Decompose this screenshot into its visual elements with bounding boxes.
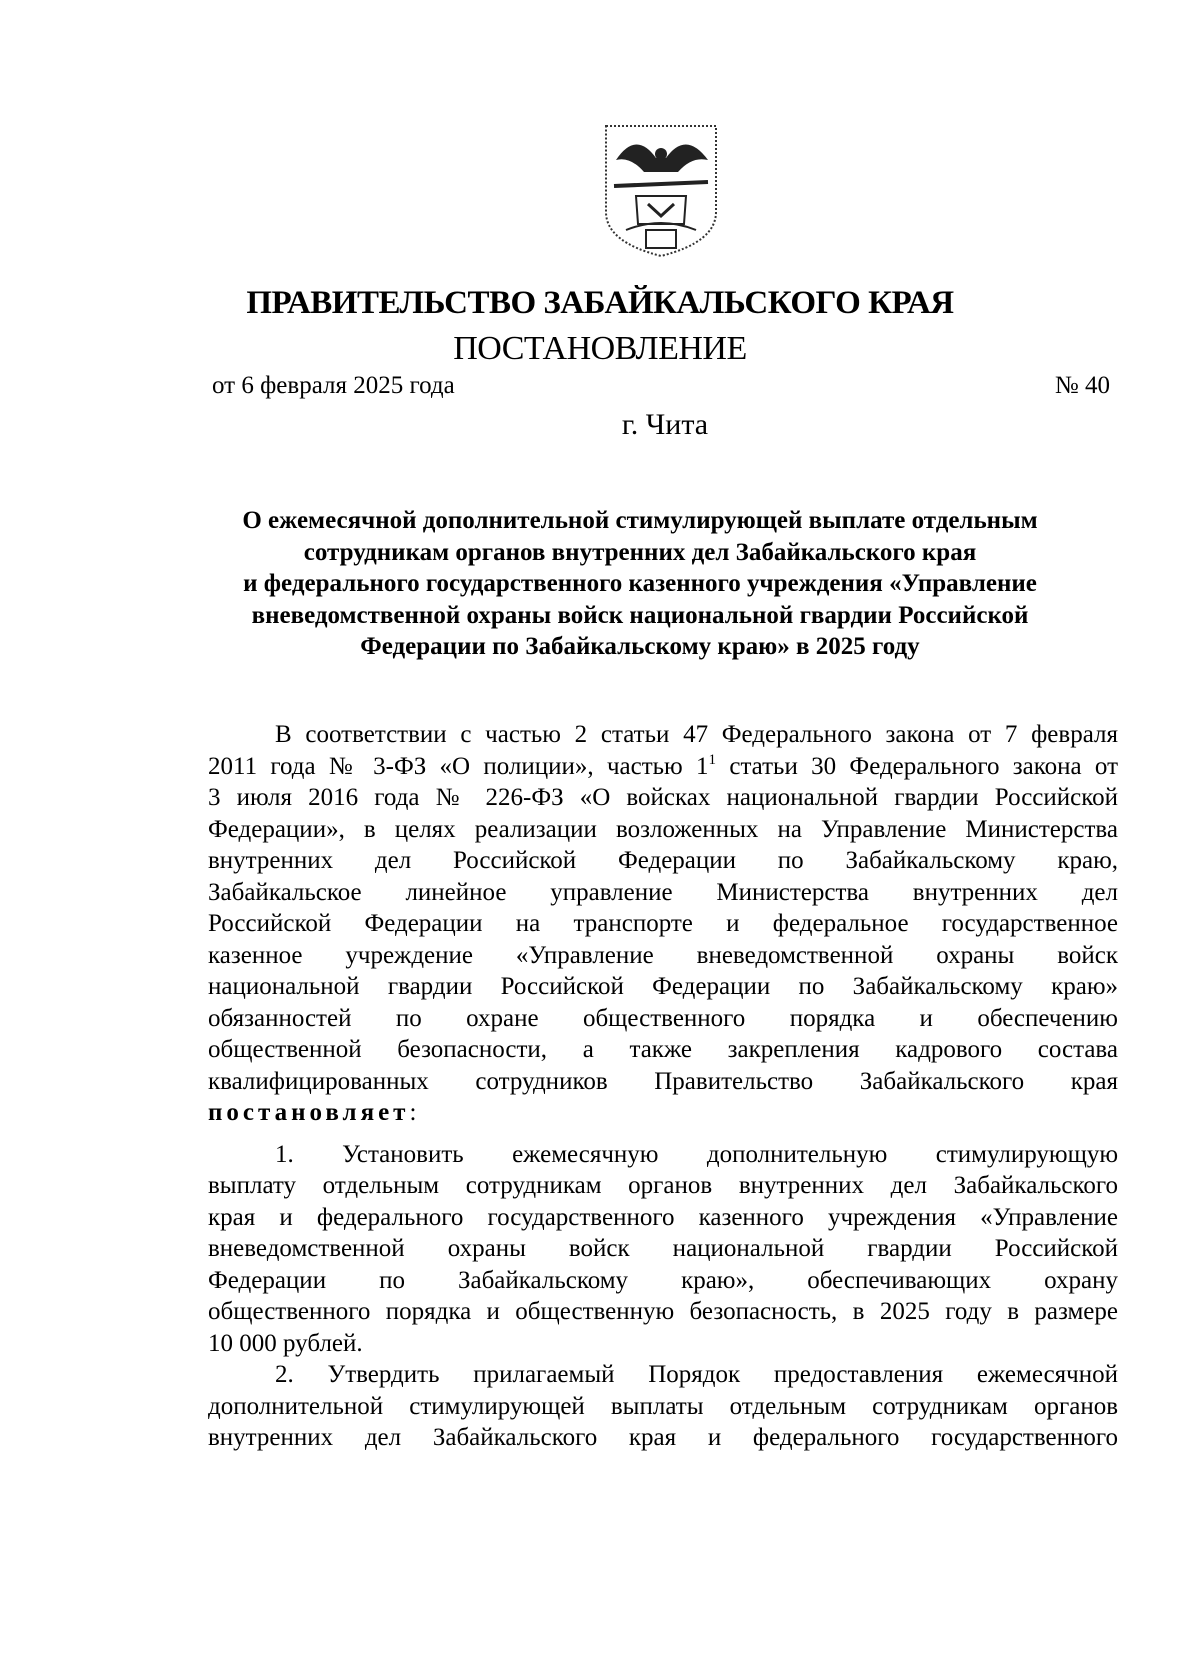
document-body — [208, 719, 1118, 1454]
item-1-line: 10 000 рублей. — [208, 1329, 363, 1357]
preamble-line: казенное учреждение «Управление вневедомственной охраны войск — [208, 941, 1118, 969]
preamble-line: 3 июля 2016 года № 226-ФЗ «О войсках национальной гвардии Российской — [208, 784, 1118, 811]
item-1-line: Федерации по Забайкальскому краю», обеспечивающих охрану — [208, 1266, 1118, 1294]
title-line: О ежемесячной дополнительной стимулирующей выплате отдельным — [242, 507, 1038, 534]
item-1-line: края и федерального государственного казенного учреждения «Управление — [208, 1203, 1118, 1231]
preamble-line: Федерации», в целях реализации возложенных на Управление Министерства — [208, 815, 1118, 843]
superscript: 1 — [708, 751, 717, 768]
item-1-line: общественного порядка и общественную безопасность, в 2025 году в размере — [208, 1298, 1118, 1325]
preamble-line: общественной безопасности, а также закрепления кадрового состава — [208, 1036, 1118, 1063]
document-title — [200, 505, 1080, 663]
document-date: от 6 февраля 2025 года — [212, 372, 455, 399]
preamble-line: внутренних дел Российской Федерации по Забайкальскому краю, — [208, 847, 1118, 874]
government-name: ПРАВИТЕЛЬСТВО ЗАБАЙКАЛЬСКОГО КРАЯ — [246, 285, 954, 321]
item-1-line: выплату отдельным сотрудникам органов внутренних дел Забайкальского — [208, 1172, 1118, 1199]
coat-of-arms-emblem — [596, 120, 726, 260]
preamble-line: национальной гвардии Российской Федерации по Забайкальскому краю» — [208, 973, 1118, 1000]
document-city: г. Чита — [621, 408, 709, 441]
item-2-line: внутренних дел Забайкальского края и федерального государственного — [208, 1424, 1118, 1451]
resolves-word: постановляет: — [208, 1099, 417, 1126]
title-line: сотрудникам органов внутренних дел Забайкальского края — [303, 538, 977, 566]
preamble-line: В соответствии с частью 2 статьи 47 Федерального закона от 7 февраля — [275, 721, 1118, 748]
title-line: и федерального государственного казенного учреждения «Управление — [243, 570, 1037, 597]
item-1-line: 1. Установить ежемесячную дополнительную стимулирующую — [275, 1140, 1118, 1168]
title-line: вневедомственной охраны войск национальной гвардии Российской — [251, 601, 1029, 629]
preamble-line: обязанностей по охране общественного порядка и обеспечению — [208, 1004, 1118, 1032]
preamble-line: квалифицированных сотрудников Правительство Забайкальского края — [208, 1067, 1118, 1095]
preamble-line: Российской Федерации на транспорте и федеральное государственное — [208, 910, 1118, 937]
document-number: № 40 — [1054, 372, 1110, 399]
item-2-line: 2. Утвердить прилагаемый Порядок предоставления ежемесячной — [275, 1361, 1118, 1388]
preamble-line: Забайкальское линейное управление Министерства внутренних дел — [208, 878, 1118, 906]
item-2-line: дополнительной стимулирующей выплаты отдельным сотрудникам органов — [208, 1392, 1118, 1420]
document-type: ПОСТАНОВЛЕНИЕ — [453, 330, 747, 367]
preamble-line: 2011 года № 3-ФЗ «О полиции», частью $1^1$ статьи 30 Федерального закона от — [208, 751, 1118, 780]
item-1-line: вневедомственной охраны войск национальной гвардии Российской — [208, 1235, 1118, 1262]
title-line: Федерации по Забайкальскому краю» в 2025 году — [360, 633, 920, 660]
